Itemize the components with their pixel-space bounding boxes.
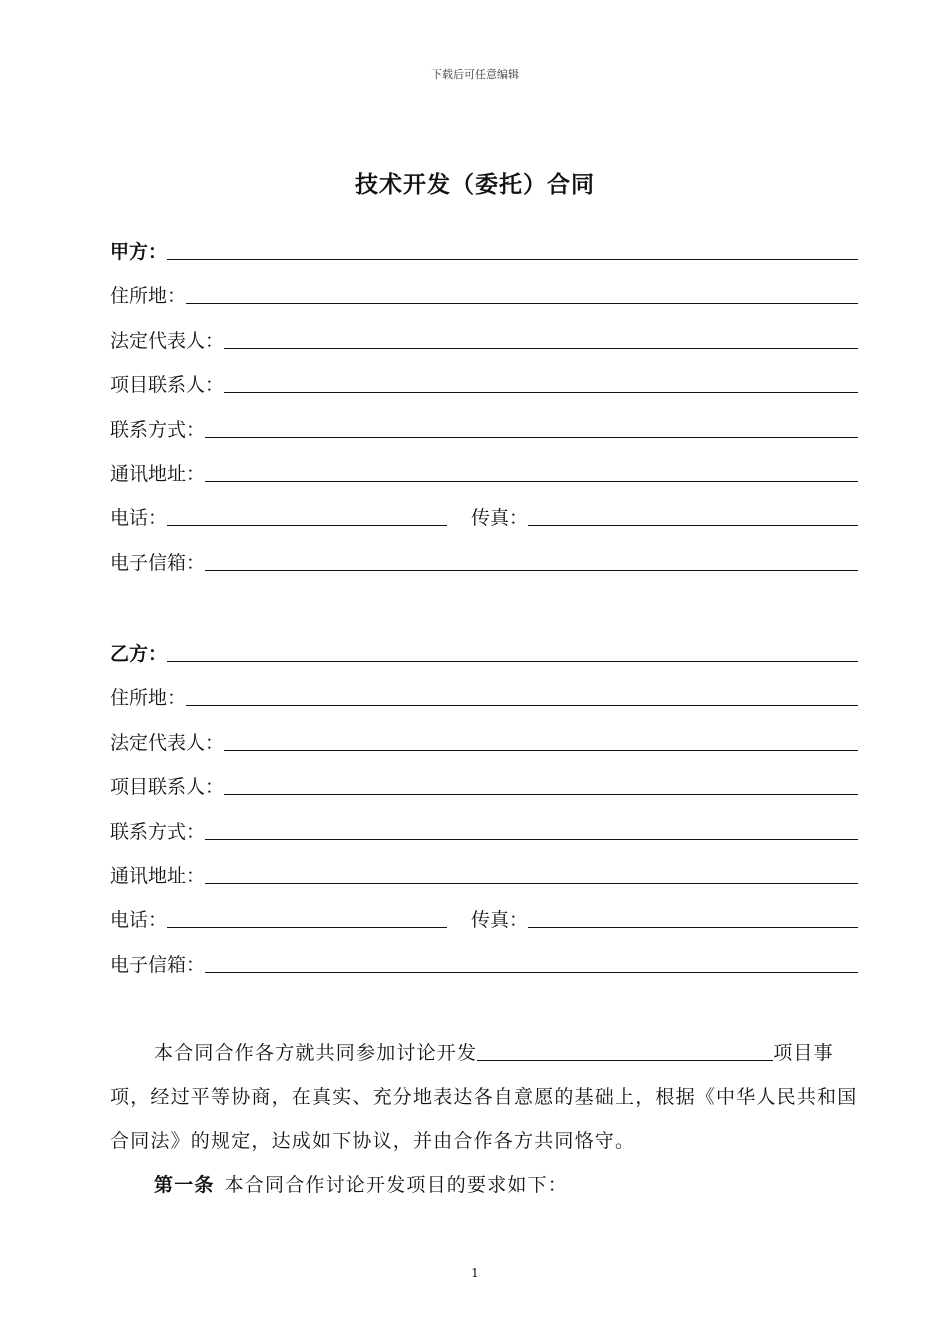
party-a-name-field[interactable] — [167, 259, 858, 260]
party-a-address-label: 住所地： — [110, 285, 187, 308]
party-a-legal-rep-field[interactable] — [224, 348, 858, 349]
project-name-field[interactable] — [477, 1038, 773, 1061]
party-b-legal-rep-field[interactable] — [224, 750, 858, 751]
party-a-project-contact-label: 项目联系人： — [110, 374, 225, 397]
party-b-address-field[interactable] — [186, 705, 858, 706]
party-a-email-field[interactable] — [205, 570, 858, 571]
party-b-email-field[interactable] — [205, 972, 858, 973]
party-b-mailing-address-label: 通讯地址： — [110, 864, 206, 887]
party-a-name-label: 甲方： — [110, 241, 168, 263]
party-a-phone-field[interactable] — [167, 525, 447, 526]
party-a-fax-field[interactable] — [528, 525, 858, 526]
party-b-phone-field[interactable] — [167, 927, 447, 928]
party-b-contact-method-label: 联系方式： — [110, 820, 206, 843]
party-a-legal-rep-row — [110, 323, 858, 353]
party-b-project-contact-label: 项目联系人： — [110, 776, 225, 799]
article-1-label: 第一条 — [154, 1174, 215, 1196]
party-a-mailing-address-row — [110, 456, 858, 486]
party-a-name-row — [110, 234, 858, 264]
party-b-legal-rep-row — [110, 725, 858, 755]
party-a-email-row — [110, 545, 858, 575]
article-1-text: 本合同合作讨论开发项目的要求如下： — [224, 1174, 569, 1196]
party-a-phone-fax-row — [110, 500, 858, 530]
party-b-fax-field[interactable] — [528, 927, 858, 928]
party-b-phone-fax-row — [110, 902, 858, 932]
party-b-fax-label: 传真： — [471, 909, 529, 932]
party-a-legal-rep-label: 法定代表人： — [110, 329, 225, 352]
party-a-fax-label: 传真： — [471, 507, 529, 530]
party-b-contact-method-field[interactable] — [205, 839, 858, 840]
party-a-mailing-address-field[interactable] — [205, 481, 858, 482]
party-b-contact-method-row — [110, 814, 858, 844]
party-a-address-field[interactable] — [186, 303, 858, 304]
party-b-name-label: 乙方： — [110, 643, 168, 665]
party-b-section — [110, 636, 858, 991]
party-a-mailing-address-label: 通讯地址： — [110, 462, 206, 485]
party-b-phone-label: 电话： — [110, 909, 168, 932]
intro-paragraph — [110, 1031, 862, 1163]
intro-text-before: 本合同合作各方就共同参加讨论开发 — [154, 1042, 478, 1064]
party-b-email-label: 电子信箱： — [110, 953, 206, 976]
article-1-paragraph — [110, 1163, 862, 1207]
party-a-phone-label: 电话： — [110, 507, 168, 530]
header-note: 下载后可任意编辑 — [431, 68, 519, 81]
page-number: 1 — [471, 1266, 479, 1280]
party-b-address-row — [110, 680, 858, 710]
party-b-legal-rep-label: 法定代表人： — [110, 731, 225, 754]
party-a-contact-method-row — [110, 412, 858, 442]
party-b-project-contact-field[interactable] — [224, 794, 858, 795]
document-title: 技术开发（委托）合同 — [355, 171, 595, 198]
party-a-contact-method-field[interactable] — [205, 437, 858, 438]
party-b-email-row — [110, 947, 858, 977]
party-b-name-row — [110, 636, 858, 666]
party-a-contact-method-label: 联系方式： — [110, 418, 206, 441]
party-b-mailing-address-row — [110, 858, 858, 888]
party-a-project-contact-field[interactable] — [224, 392, 858, 393]
party-a-email-label: 电子信箱： — [110, 551, 206, 574]
party-a-section — [110, 234, 858, 589]
party-a-project-contact-row — [110, 367, 858, 397]
party-b-mailing-address-field[interactable] — [205, 883, 858, 884]
party-b-name-field[interactable] — [167, 661, 858, 662]
party-b-address-label: 住所地： — [110, 687, 187, 710]
party-a-address-row — [110, 278, 858, 308]
intro-text-after: 项目事项，经过平等协商，在真实、充分地表达各自意愿的基础上，根据《中华人民共和国合同法》的规定，达成如下协议，并由合作各方共同恪守。 — [110, 1042, 858, 1152]
party-b-project-contact-row — [110, 769, 858, 799]
